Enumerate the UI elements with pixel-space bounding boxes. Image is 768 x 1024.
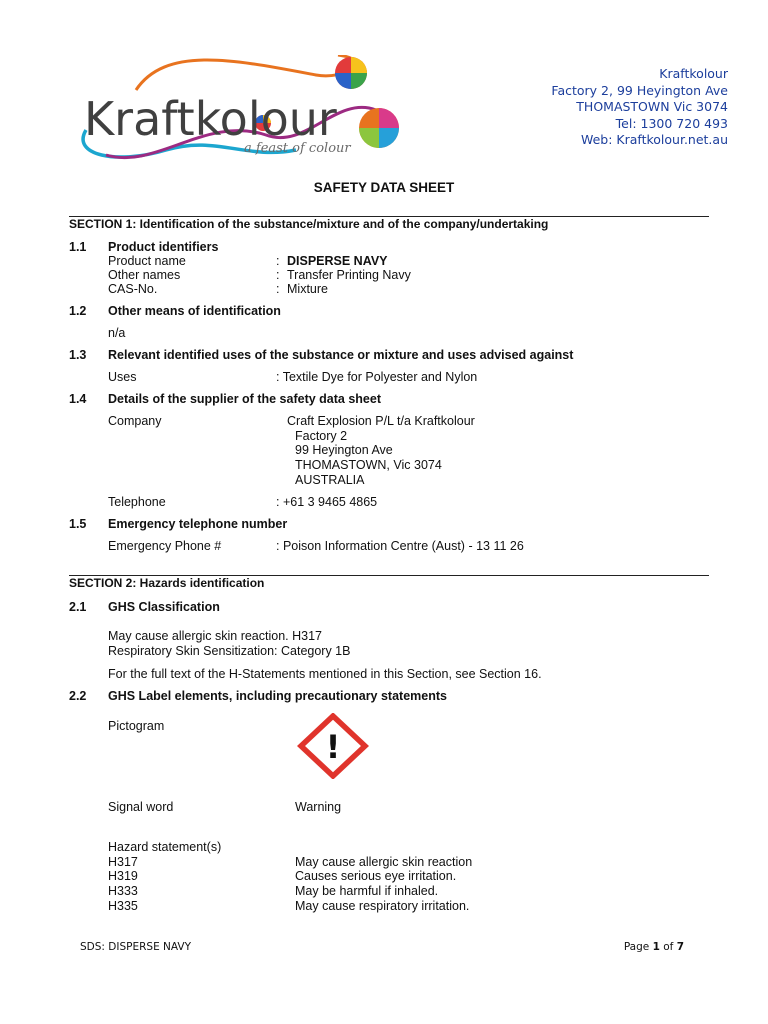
field-label: CAS-No. <box>108 282 158 296</box>
footer-page-number <box>624 941 684 953</box>
subsection-title: Other means of identification <box>108 304 281 318</box>
field-value: n/a <box>108 326 126 340</box>
field-colon: : <box>276 254 280 268</box>
classification-line: May cause allergic skin reaction. H317 <box>108 629 322 643</box>
hazard-text: May cause allergic skin reaction <box>295 855 473 869</box>
kraftkolour-logo <box>76 55 406 170</box>
field-label: Other names <box>108 268 181 282</box>
company-address-line: AUSTRALIA <box>295 473 365 487</box>
field-value: : Textile Dye for Polyester and Nylon <box>276 370 478 384</box>
address-street: Factory 2, 99 Heyington Ave <box>551 82 728 98</box>
company-address-line: THOMASTOWN, Vic 3074 <box>295 458 442 472</box>
section-number: 1.4 <box>69 392 87 406</box>
field-colon: : <box>276 268 280 282</box>
page-mid: of <box>659 941 677 953</box>
field-label: Telephone <box>108 495 166 509</box>
field-label: Pictogram <box>108 719 165 733</box>
field-label: Product name <box>108 254 186 268</box>
ghs07-exclamation-icon <box>297 713 369 779</box>
subsection-title: Emergency telephone number <box>108 517 288 531</box>
hazard-text: Causes serious eye irritation. <box>295 869 457 883</box>
page-prefix: Page <box>623 941 653 953</box>
logo-brand-text: Kraftkolour <box>84 92 337 146</box>
logo-tagline: a feast of colour <box>244 141 351 156</box>
document-title: SAFETY DATA SHEET <box>313 180 455 195</box>
hazard-heading: Hazard statement(s) <box>108 840 222 854</box>
address-web: Web: Kraftkolour.net.au <box>580 132 728 147</box>
company-address-line: Factory 2 <box>295 429 348 443</box>
field-value: Mixture <box>287 282 328 296</box>
hazard-text: May cause respiratory irritation. <box>295 899 470 913</box>
classification-line: Respiratory Skin Sensitization: Category 1B <box>108 644 351 658</box>
signal-word-value: Warning <box>295 800 342 814</box>
hazard-text: May be harmful if inhaled. <box>295 884 439 898</box>
field-colon: : <box>276 282 280 296</box>
pictogram-glyph: ! <box>325 728 341 766</box>
product-name-value: DISPERSE NAVY <box>287 254 388 268</box>
subsection-title: GHS Label elements, including precautionary statements <box>108 689 447 703</box>
subsection-title: Product identifiers <box>108 240 219 254</box>
section-number: 1.5 <box>69 517 87 531</box>
field-value: Transfer Printing Navy <box>287 268 411 282</box>
address-city: THOMASTOWN Vic 3074 <box>576 99 728 114</box>
footer-doc-name: SDS: DISPERSE NAVY <box>80 941 191 953</box>
page-total: 7 <box>676 941 684 953</box>
subsection-title: GHS Classification <box>108 600 220 614</box>
section2-heading: SECTION 2: Hazards identification <box>69 576 265 590</box>
hazard-code: H333 <box>108 884 138 898</box>
field-value: : +61 3 9465 4865 <box>276 495 378 509</box>
company-address-line: 99 Heyington Ave <box>295 443 393 457</box>
subsection-title: Relevant identified uses of the substance or mixture and uses advised against <box>108 348 574 362</box>
field-label: Uses <box>108 370 137 384</box>
field-label: Signal word <box>108 800 174 814</box>
section-number: 2.1 <box>69 600 87 614</box>
field-label: Emergency Phone # <box>108 539 222 553</box>
section1-heading: SECTION 1: Identification of the substance/mixture and of the company/undertaking <box>69 217 549 231</box>
field-value: : Poison Information Centre (Aust) - 13 11 26 <box>276 539 524 553</box>
field-label: Company <box>108 414 162 428</box>
section-number: 2.2 <box>69 689 87 703</box>
section-number: 1.2 <box>69 304 87 318</box>
hazard-code: H319 <box>108 869 138 883</box>
section-number: 1.3 <box>69 348 87 362</box>
section-number: 1.1 <box>69 240 87 254</box>
address-company: Kraftkolour <box>659 66 728 81</box>
hazard-code: H317 <box>108 855 138 869</box>
company-name: Craft Explosion P/L t/a Kraftkolour <box>287 414 475 428</box>
hazard-code: H335 <box>108 899 138 913</box>
address-phone: Tel: 1300 720 493 <box>615 115 728 131</box>
page-current: 1 <box>652 941 660 953</box>
subsection-title: Details of the supplier of the safety data sheet <box>108 392 381 406</box>
classification-note: For the full text of the H-Statements mentioned in this Section, see Section 16. <box>108 667 542 681</box>
company-address-block <box>551 66 728 149</box>
